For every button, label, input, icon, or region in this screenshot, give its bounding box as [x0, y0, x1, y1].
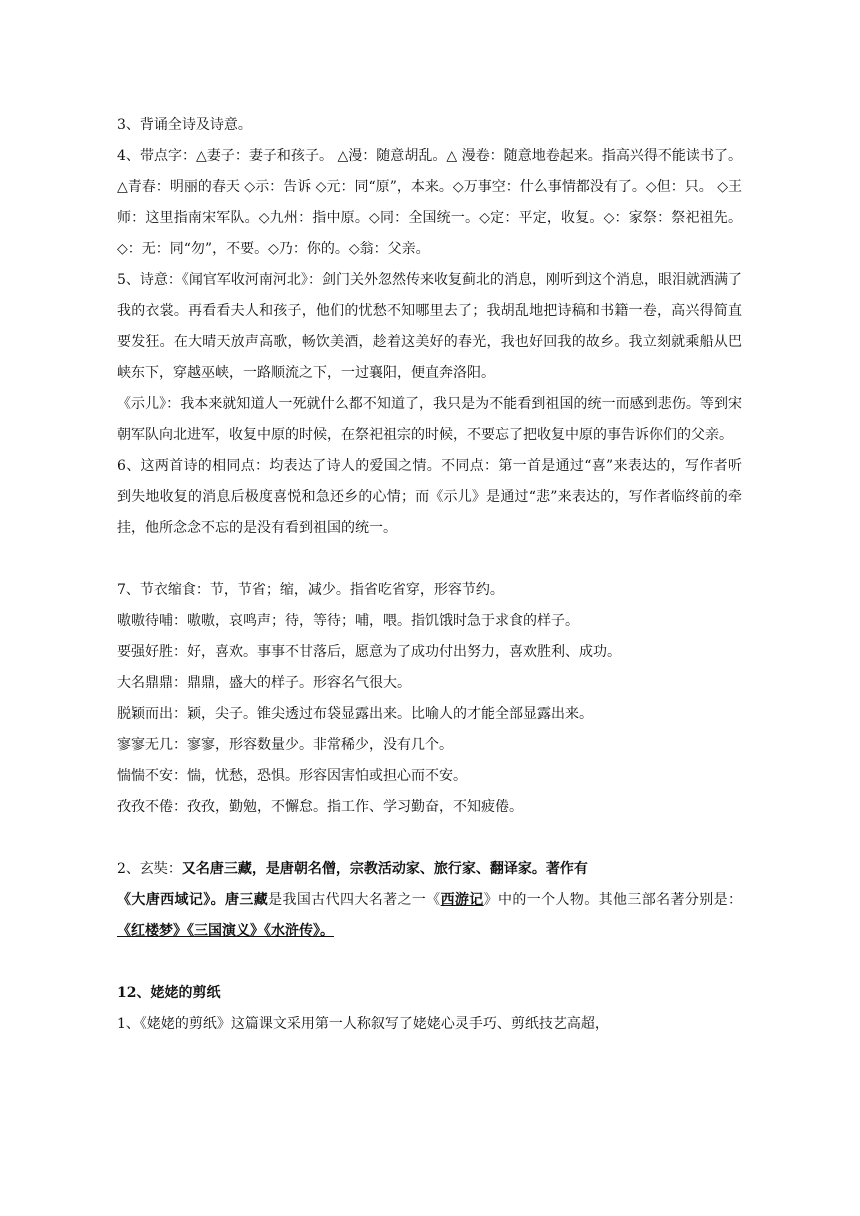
item-6-comparison: 6、这两首诗的相同点：均表达了诗人的爱国之情。不同点：第一首是通过“喜”来表达的，写作者听到失地收复的消息后极度喜悦和急还乡的心情；而《示儿》是通过“悲”来表达的，写作者临终前的牵挂，他所念念不忘的是没有看到祖国的统一。: [117, 458, 742, 536]
idiom-1: 7、节衣缩食：节，节省；缩，减少。指省吃省穿，形容节约。: [117, 582, 504, 598]
spacer: [117, 823, 742, 854]
spacer: [117, 544, 742, 575]
idiom-4: 大名鼎鼎：鼎鼎，盛大的样子。形容名气很大。: [117, 675, 411, 691]
idiom-2: 嗷嗷待哺：嗷嗷，哀鸣声；待，等待；哺，喂。指饥饿时急于求食的样子。: [117, 613, 579, 629]
xuanzang-bold-1: 又名唐三藏，是唐朝名僧，宗教活动家、旅行家、翻译家。著作有: [181, 861, 588, 877]
idiom-5: 脱颖而出：颖，尖子。锥尖透过布袋显露出来。比喻人的才能全部显露出来。: [117, 706, 593, 722]
idiom-3: 要强好胜：好，喜欢。事事不甘落后，愿意为了成功付出努力，喜欢胜利、成功。: [117, 644, 621, 660]
item-5-poem-meaning: 5、诗意：《闻官军收河南河北》：剑门关外忽然传来收复蓟北的消息，刚听到这个消息，眼泪就洒满了我的衣裳。再看看夫人和孩子，他们的忧愁不知哪里去了；我胡乱地把诗稿和书籍一卷，高兴得简直要发狂。在大晴天放声高歌，畅饮美酒，趁着这美好的春光，我也好回我的故乡。我立刻就乘船从巴峡东下，穿越巫峡，一路顺流之下，一过襄阳，便直奔洛阳。: [117, 272, 742, 381]
shier-meaning: 《示儿》：我本来就知道人一死就什么都不知道了，我只是为不能看到祖国的统一而感到悲伤。等到宋朝军队向北进军，收复中原的时候，在祭祀祖宗的时候，不要忘了把收复中原的事告诉你们的父亲。: [117, 396, 742, 443]
xuanzang-text-1: 是我国古代四大名著之一《: [268, 892, 441, 908]
xiyouji-title: 西游记: [440, 892, 484, 908]
idiom-7: 惴惴不安：惴，忧愁，恐惧。形容因害怕或担心而不安。: [117, 768, 467, 784]
xuanzang-text-2: 》中的一个人物。其他三部名著分别是：: [483, 892, 743, 908]
idiom-6: 寥寥无几：寥寥，形容数量少。非常稀少，没有几个。: [117, 737, 453, 753]
document-page: [117, 110, 742, 1040]
idiom-8: 孜孜不倦：孜孜，勤勉，不懈怠。指工作、学习勤奋，不知疲倦。: [117, 799, 523, 815]
item-4-annotations: 4、带点字：△妻子：妻子和孩子。 △漫：随意胡乱。△ 漫卷：随意地卷起来。指高兴得不能读书了。 △青春：明丽的春天 ◇示：告诉 ◇元：同“原”，本来。◇万事空：什么事情都没有了。◇但：只。 ◇王师：这里指南宋军队。◇九州：指中原。◇同：全国统一。◇定：平定，收复。◇：家祭：祭祀祖先。◇：无：同“勿”，不要。◇乃：你的。◇翁：父亲。: [117, 148, 742, 257]
xuanzang-bold-2: 《大唐西域记》。唐三藏: [117, 892, 269, 908]
xuanzang-prefix: 2、玄奘：: [117, 861, 182, 877]
lesson-12-title: 12、姥姥的剪纸: [117, 985, 221, 1001]
lesson-12-item-1: 1、《姥姥的剪纸》这篇课文采用第一人称叙写了姥姥心灵手巧、剪纸技艺高超，: [117, 1016, 609, 1032]
other-classics: 《红楼梦》《三国演义》《水浒传》。: [117, 923, 334, 939]
spacer: [117, 947, 742, 978]
lesson-heading: [117, 978, 742, 1009]
xuanzang-paragraph: [117, 854, 742, 947]
item-3: 3、背诵全诗及诗意。: [117, 117, 252, 133]
